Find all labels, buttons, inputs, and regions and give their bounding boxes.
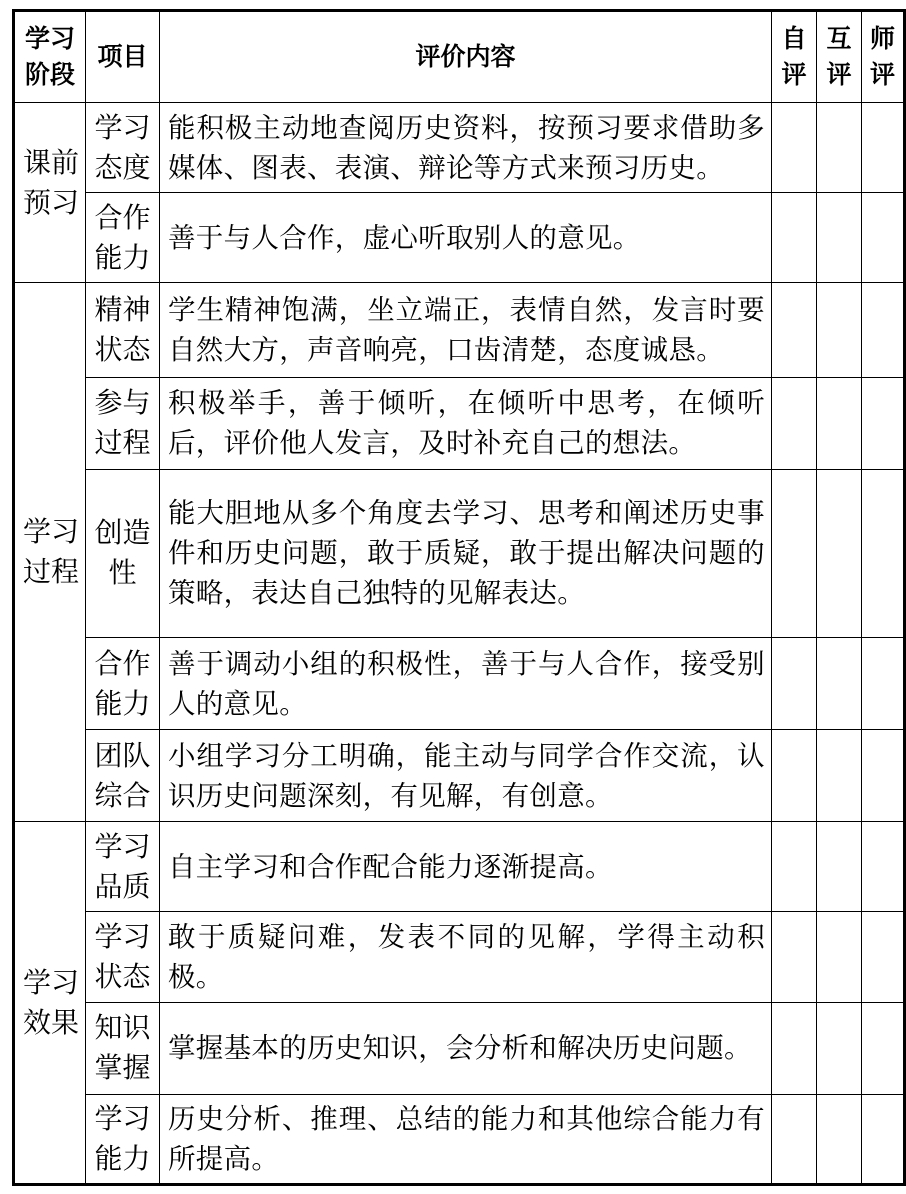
content-cell: 敢于质疑问难，发表不同的见解，学得主动积极。: [160, 912, 772, 1002]
teacher-eval-cell[interactable]: [862, 193, 905, 283]
content-cell: 历史分析、推理、总结的能力和其他综合能力有所提高。: [160, 1094, 772, 1184]
header-peer-eval: 互评: [817, 11, 862, 103]
table-row: [14, 193, 905, 283]
teacher-eval-cell[interactable]: [862, 1094, 905, 1184]
peer-eval-cell[interactable]: [817, 822, 862, 912]
table-row: [14, 638, 905, 730]
self-eval-cell[interactable]: [772, 822, 817, 912]
content-cell: 能积极主动地查阅历史资料，按预习要求借助多媒体、图表、表演、辩论等方式来预习历史。: [160, 103, 772, 193]
peer-eval-cell[interactable]: [817, 283, 862, 377]
header-row: [14, 11, 905, 103]
table-row: [14, 730, 905, 822]
teacher-eval-cell[interactable]: [862, 377, 905, 469]
self-eval-cell[interactable]: [772, 730, 817, 822]
item-cell: 学习态度: [86, 103, 160, 193]
peer-eval-cell[interactable]: [817, 912, 862, 1002]
item-cell: 创造性: [86, 469, 160, 637]
item-cell: 团队综合: [86, 730, 160, 822]
teacher-eval-cell[interactable]: [862, 730, 905, 822]
peer-eval-cell[interactable]: [817, 193, 862, 283]
item-cell: 合作能力: [86, 638, 160, 730]
table-body: [14, 103, 905, 1185]
table-row: [14, 822, 905, 912]
teacher-eval-cell[interactable]: [862, 103, 905, 193]
item-cell: 参与过程: [86, 377, 160, 469]
content-cell: 学生精神饱满，坐立端正，表情自然，发言时要自然大方，声音响亮，口齿清楚，态度诚恳。: [160, 283, 772, 377]
peer-eval-cell[interactable]: [817, 469, 862, 637]
evaluation-table: [12, 9, 906, 1186]
item-cell: 学习能力: [86, 1094, 160, 1184]
header-content: 评价内容: [160, 11, 772, 103]
teacher-eval-cell[interactable]: [862, 469, 905, 637]
table-row: [14, 103, 905, 193]
table-row: [14, 912, 905, 1002]
teacher-eval-cell[interactable]: [862, 638, 905, 730]
item-cell: 知识掌握: [86, 1002, 160, 1094]
table-row: [14, 377, 905, 469]
self-eval-cell[interactable]: [772, 469, 817, 637]
table-row: [14, 283, 905, 377]
content-cell: 积极举手，善于倾听，在倾听中思考，在倾听后，评价他人发言，及时补充自己的想法。: [160, 377, 772, 469]
self-eval-cell[interactable]: [772, 103, 817, 193]
header-teacher-eval: 师评: [862, 11, 905, 103]
content-cell: 善于调动小组的积极性，善于与人合作，接受别人的意见。: [160, 638, 772, 730]
peer-eval-cell[interactable]: [817, 103, 862, 193]
table-row: [14, 469, 905, 637]
stage-cell: 学习效果: [14, 822, 86, 1185]
content-cell: 能大胆地从多个角度去学习、思考和阐述历史事件和历史问题，敢于质疑，敢于提出解决问题的策略，表达自己独特的见解表达。: [160, 469, 772, 637]
evaluation-table-sheet: [12, 9, 903, 1186]
teacher-eval-cell[interactable]: [862, 1002, 905, 1094]
table-row: [14, 1002, 905, 1094]
self-eval-cell[interactable]: [772, 1094, 817, 1184]
header-self-eval: 自评: [772, 11, 817, 103]
item-cell: 学习状态: [86, 912, 160, 1002]
table-row: [14, 1094, 905, 1184]
self-eval-cell[interactable]: [772, 283, 817, 377]
content-cell: 自主学习和合作配合能力逐渐提高。: [160, 822, 772, 912]
self-eval-cell[interactable]: [772, 912, 817, 1002]
teacher-eval-cell[interactable]: [862, 283, 905, 377]
item-cell: 精神状态: [86, 283, 160, 377]
self-eval-cell[interactable]: [772, 193, 817, 283]
content-cell: 掌握基本的历史知识，会分析和解决历史问题。: [160, 1002, 772, 1094]
stage-cell: 课前预习: [14, 103, 86, 283]
peer-eval-cell[interactable]: [817, 377, 862, 469]
teacher-eval-cell[interactable]: [862, 912, 905, 1002]
item-cell: 合作能力: [86, 193, 160, 283]
content-cell: 小组学习分工明确，能主动与同学合作交流，认识历史问题深刻，有见解，有创意。: [160, 730, 772, 822]
self-eval-cell[interactable]: [772, 1002, 817, 1094]
peer-eval-cell[interactable]: [817, 1002, 862, 1094]
header-item: 项目: [86, 11, 160, 103]
teacher-eval-cell[interactable]: [862, 822, 905, 912]
self-eval-cell[interactable]: [772, 638, 817, 730]
item-cell: 学习品质: [86, 822, 160, 912]
content-cell: 善于与人合作，虚心听取别人的意见。: [160, 193, 772, 283]
self-eval-cell[interactable]: [772, 377, 817, 469]
stage-cell: 学习过程: [14, 283, 86, 822]
peer-eval-cell[interactable]: [817, 638, 862, 730]
peer-eval-cell[interactable]: [817, 1094, 862, 1184]
peer-eval-cell[interactable]: [817, 730, 862, 822]
header-stage: 学习阶段: [14, 11, 86, 103]
